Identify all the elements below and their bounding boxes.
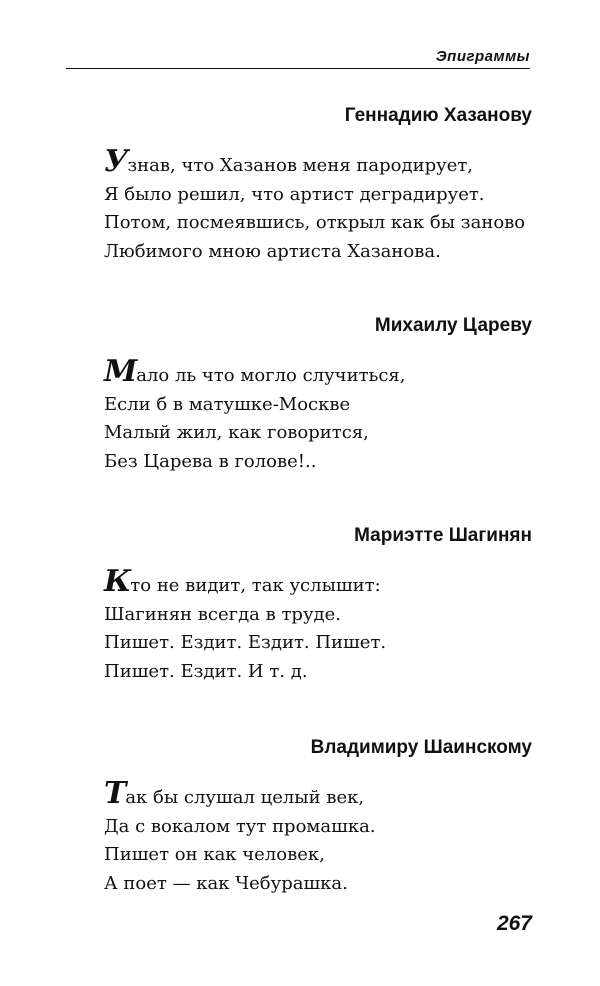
decorative-initial: М <box>104 354 137 389</box>
decorative-initial: У <box>104 144 128 179</box>
running-title: Эпиграммы <box>435 48 530 65</box>
dedication-heading: Михаилу Цареву <box>374 315 532 336</box>
poem-shaginyan <box>104 524 532 686</box>
verse-line: Шагинян всегда в труде. <box>104 603 341 625</box>
poem-tsarev <box>104 314 532 476</box>
poem-khazanov <box>104 104 532 266</box>
verse-line: Да с вокалом тут промашка. <box>104 815 376 837</box>
verse-line: Потом, посмеявшись, открыл как бы заново <box>104 212 526 233</box>
dedication-heading: Геннадию Хазанову <box>344 105 532 126</box>
verse-line <box>104 776 532 813</box>
header-rule <box>66 68 530 69</box>
verse <box>104 354 532 476</box>
verse <box>104 776 532 898</box>
verse-line: Пишет. Ездит. И т. д. <box>104 660 308 682</box>
page-number: 267 <box>496 912 532 935</box>
verse-line: А поет — как Чебурашка. <box>104 872 348 894</box>
poem-shainsky <box>104 736 532 898</box>
verse-line <box>104 564 532 601</box>
verse-line: Без Царева в голове!.. <box>104 450 317 472</box>
verse-line-text: ало ль что могло случиться, <box>136 365 406 386</box>
running-header <box>66 48 530 72</box>
verse <box>104 564 532 686</box>
verse-line: Малый жил, как говорится, <box>104 422 369 443</box>
verse-line: Любимого мною артиста Хазанова. <box>104 240 441 262</box>
verse-line-text: то не видит, так услышит: <box>130 575 381 596</box>
dedication-heading: Владимиру Шаинскому <box>310 737 532 758</box>
verse-line-text: знав, что Хазанов меня пародирует, <box>127 155 474 176</box>
decorative-initial: К <box>104 564 131 599</box>
verse-line: Пишет. Ездит. Ездит. Пишет. <box>104 632 387 653</box>
verse-line: Если б в матушке-Москве <box>104 393 351 415</box>
verse-line-text: ак бы слушал целый век, <box>125 787 365 808</box>
dedication-heading: Мариэтте Шагинян <box>354 525 532 546</box>
decorative-initial: Т <box>104 776 126 811</box>
verse-line: Я было решил, что артист деградирует. <box>104 183 485 205</box>
verse <box>104 144 532 266</box>
verse-line: Пишет он как человек, <box>104 844 325 865</box>
verse-line <box>104 144 532 181</box>
verse-line <box>104 354 532 391</box>
